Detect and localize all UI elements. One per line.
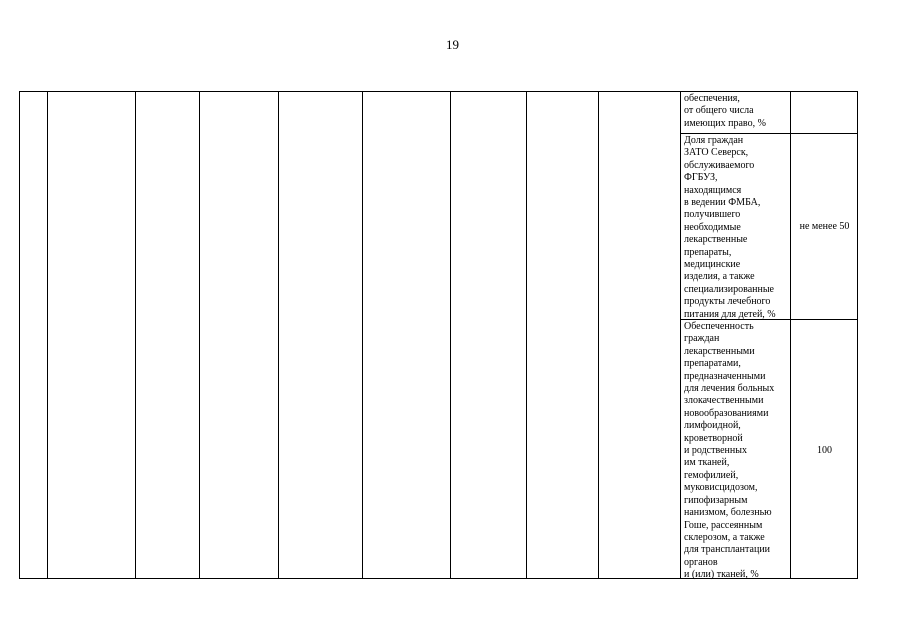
column-divider (450, 92, 451, 578)
column-divider (680, 92, 681, 578)
value-cell: не менее 50 (799, 221, 850, 232)
column-divider (790, 92, 791, 578)
page-number: 19 (446, 37, 459, 52)
column-divider (199, 92, 200, 578)
column-divider (135, 92, 136, 578)
column-divider (47, 92, 48, 578)
column-divider (278, 92, 279, 578)
indicators-table (19, 91, 858, 579)
column-divider (598, 92, 599, 578)
value-cell: 100 (817, 445, 832, 456)
indicator-cell: обеспечения, от общего числа имеющих право, % (684, 93, 766, 129)
column-divider (526, 92, 527, 578)
column-divider (362, 92, 363, 578)
indicator-cell: Доля граждан ЗАТО Северск, обслуживаемого ФГБУЗ, находящимся в ведении ФМБА, получившего необходимые лекарственные препараты, медицинские изделия, а также специализированные продукты лечебного питания для детей, % (684, 135, 776, 320)
row-divider (680, 133, 858, 134)
indicator-cell: Обеспеченность граждан лекарственными препаратами, предназначенными для лечения больных злокачественными новообразованиями лимфоидной, кроветворной и родственных им тканей, гемофилией, муковисцидозом, гипофизарным нанизмом, болезнью Гоше, рассеянным склерозом, а также для трансплантации органов и (или) тканей, % (684, 321, 775, 581)
